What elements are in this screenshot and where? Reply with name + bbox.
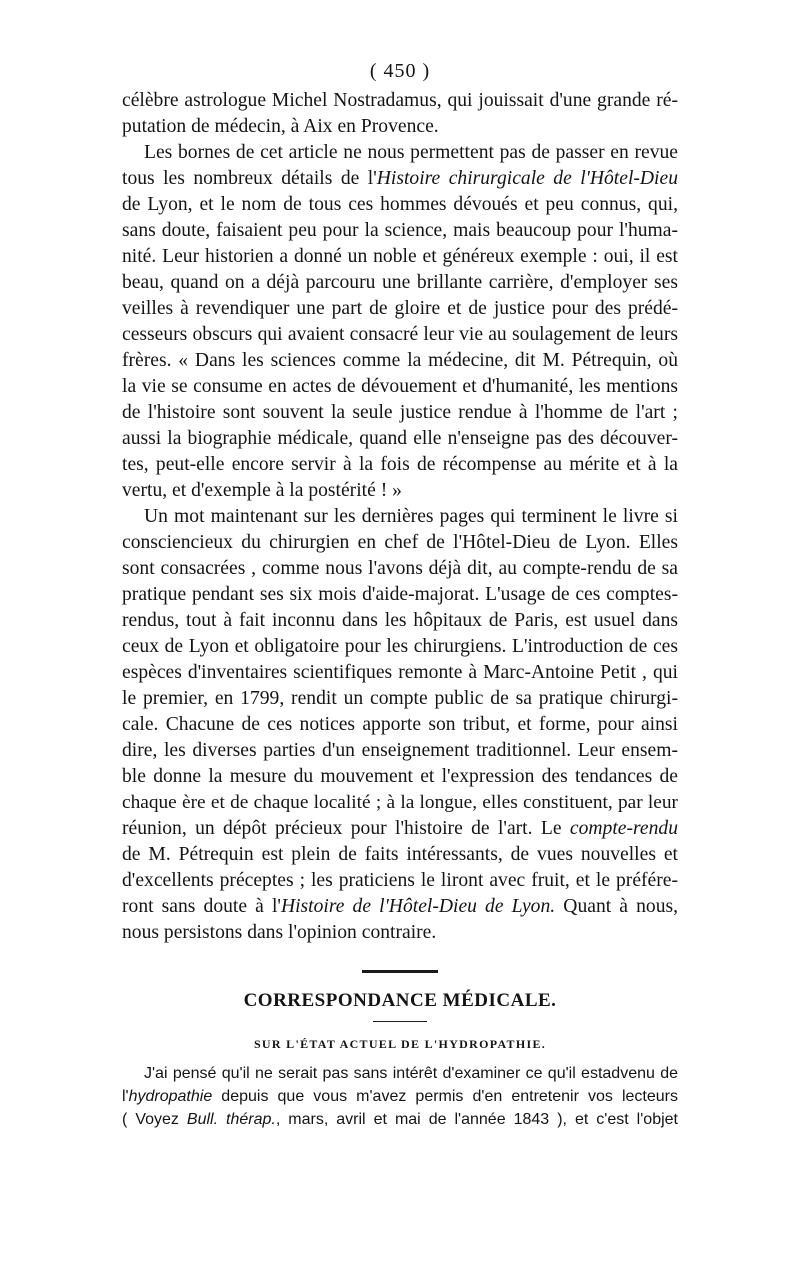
section-divider (362, 970, 438, 973)
text-line: nous persistons dans l'opinion contraire. (122, 922, 437, 943)
text-span: ( Voyez (122, 1111, 187, 1128)
text-span: réunion, un dépôt précieux pour l'histoire de l'art. Le (122, 818, 562, 839)
text-line: le premier, en 1799, rendit un compte public de sa pratique chirurgi- (122, 688, 678, 709)
text-line: d'excellents préceptes ; les praticiens le liront avec fruit, et le préfére- (122, 870, 678, 891)
letter-paragraph (122, 1062, 678, 1131)
text-line: nité. Leur historien a donné un noble et généreux exemple : oui, il est (122, 246, 678, 267)
text-line: sont consacrées , comme nous l'avons déjà dit, au compte-rendu de sa (122, 558, 678, 579)
journal-reference: Bull. thérap. (186, 1111, 276, 1128)
text-span: ront sans doute à l' (122, 896, 281, 917)
text-span: Quant à nous, (563, 896, 679, 917)
text-line: célèbre astrologue Michel Nostradamus, qui jouissait d'une grande ré- (122, 90, 678, 111)
title-underline (373, 1021, 427, 1022)
text-line: dire, les diverses parties d'un enseignement traditionnel. Leur ensem- (122, 740, 678, 761)
text-line: consciencieux du chirurgien en chef de l'Hôtel-Dieu de Lyon. Elles (122, 532, 678, 553)
italic-term: compte-rendu (569, 818, 678, 839)
text-line (122, 894, 678, 920)
text-line: Les bornes de cet article ne nous permettent pas de passer en revue (144, 142, 678, 163)
text-line: pratique pendant ses six mois d'aide-majorat. L'usage de ces comptes- (122, 584, 678, 605)
text-line: aussi la biographie médicale, quand elle n'enseigne pas des découver- (122, 428, 678, 449)
text-line: ble donne la mesure du mouvement et l'expression des tendances de (122, 766, 678, 787)
text-line: sans doute, faisaient peu pour la science, mais beaucoup pour l'huma- (122, 220, 678, 241)
book-title: Histoire de l'Hôtel-Dieu de Lyon. (280, 896, 556, 917)
paragraph-2 (122, 140, 678, 504)
text-line: rendus, tout à fait inconnu dans les hôpitaux de Paris, est usuel dans (122, 610, 678, 631)
text-line: la vie se consume en actes de dévouement et d'humanité, les mentions (122, 376, 678, 397)
text-line: beau, quand on a déjà parcouru une brillante carrière, d'employer ses (122, 272, 678, 293)
text-line: ceux de Lyon et obligatoire pour les chirurgiens. L'introduction de ces (122, 636, 678, 657)
text-line: cale. Chacune de ces notices apporte son tribut, et forme, pour ainsi (122, 714, 678, 735)
page-number: ( 450 ) (369, 60, 431, 82)
text-line: de l'histoire sont souvent la seule justice rendue à l'homme de l'art ; (122, 402, 678, 423)
text-line: de Lyon, et le nom de tous ces hommes dévoués et peu connus, qui, (122, 194, 678, 215)
text-line: J'ai pensé qu'il ne serait pas sans intérêt d'examiner ce qu'il estadvenu de (144, 1065, 678, 1082)
text-line: frères. « Dans les sciences comme la médecine, dit M. Pétrequin, où (122, 350, 678, 371)
text-line (122, 816, 678, 842)
text-line: veilles à revendiquer une part de gloire et de justice pour des prédé- (122, 298, 678, 319)
italic-term: hydropathie (128, 1088, 213, 1105)
section-subtitle: SUR L'ÉTAT ACTUEL DE L'HYDROPATHIE. (253, 1037, 547, 1051)
paragraph-3 (122, 504, 678, 946)
text-span: , mars, avril et mai de l'année 1843 ), et c'est l'objet (275, 1111, 678, 1128)
paragraph-1 (122, 88, 678, 140)
text-line: tes, peut-elle encore servir à la fois de récompense au mérite et à la (122, 454, 678, 475)
section-title: CORRESPONDANCE MÉDICALE. (243, 990, 557, 1011)
text-line: de M. Pétrequin est plein de faits intéressants, de vues nouvelles et (122, 844, 678, 865)
text-span: tous les nombreux détails de l' (122, 168, 377, 189)
text-line (122, 166, 678, 192)
text-line: Un mot maintenant sur les dernières pages qui terminent le livre si (144, 506, 678, 527)
text-line (122, 1085, 678, 1108)
text-line: cesseurs obscurs qui avaient consacré leur vie au soulagement de leurs (122, 324, 678, 345)
document-page (122, 58, 678, 1131)
text-line: espèces d'inventaires scientifiques remonte à Marc-Antoine Petit , qui (122, 662, 678, 683)
text-line: chaque ère et de chaque localité ; à la longue, elles constituent, par leur (122, 792, 678, 813)
text-line (122, 1108, 678, 1131)
text-line: putation de médecin, à Aix en Provence. (122, 116, 439, 137)
text-line: vertu, et d'exemple à la postérité ! » (122, 480, 402, 501)
text-span: depuis que vous m'avez permis d'en entretenir vos lecteurs (212, 1088, 678, 1105)
text-span: l' (122, 1088, 129, 1105)
book-title: Histoire chirurgicale de l'Hôtel-Dieu (376, 168, 678, 189)
